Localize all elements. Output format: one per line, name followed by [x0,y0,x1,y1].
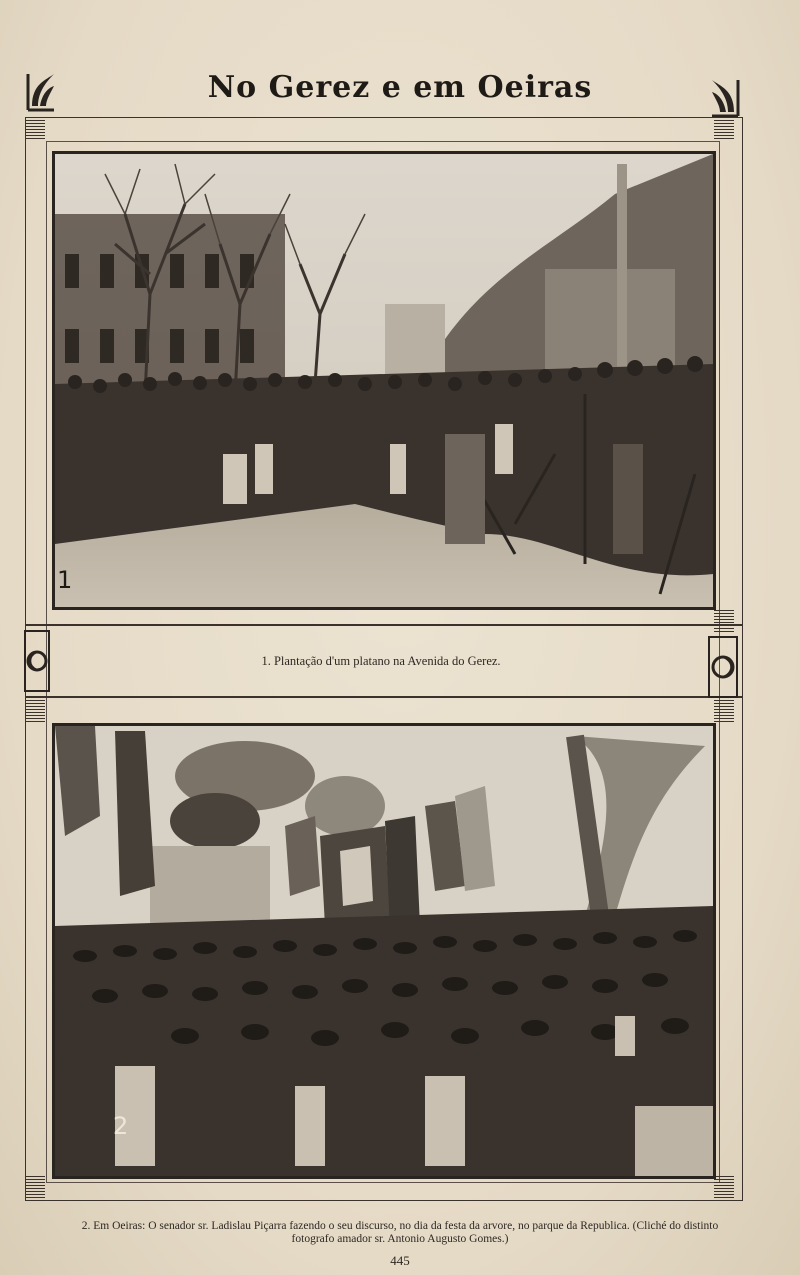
photograph-park-speech [52,723,716,1179]
hatch-ornament [714,700,734,722]
side-ornament-right [708,636,738,698]
side-ornament-left [24,630,50,692]
figure-caption: 1. Plantação d'um platano na Avenida do Gerez. [261,654,501,668]
figure-number: 2 [113,1112,129,1140]
divider-rule [25,624,743,626]
hatch-ornament [714,1176,734,1198]
hatch-ornament [25,1176,45,1198]
page-title: No Gerez e em Oeiras [207,70,593,105]
hatch-ornament [25,117,45,139]
page-number: 445 [390,1253,410,1268]
figure-caption: 2. Em Oeiras: O senador sr. Ladislau Piçarra fazendo o seu discurso, no dia da festa da arvore, no parque da Republica. (Cliché do distinto fotografo amador sr. Antonio Augusto Gomes.) [81,1220,719,1245]
divider-rule [25,696,743,698]
hatch-ornament [25,700,45,722]
hatch-ornament [714,610,734,632]
figure-number: 1 [57,566,73,594]
hatch-ornament [714,117,734,139]
photograph-tree-planting [52,151,716,610]
